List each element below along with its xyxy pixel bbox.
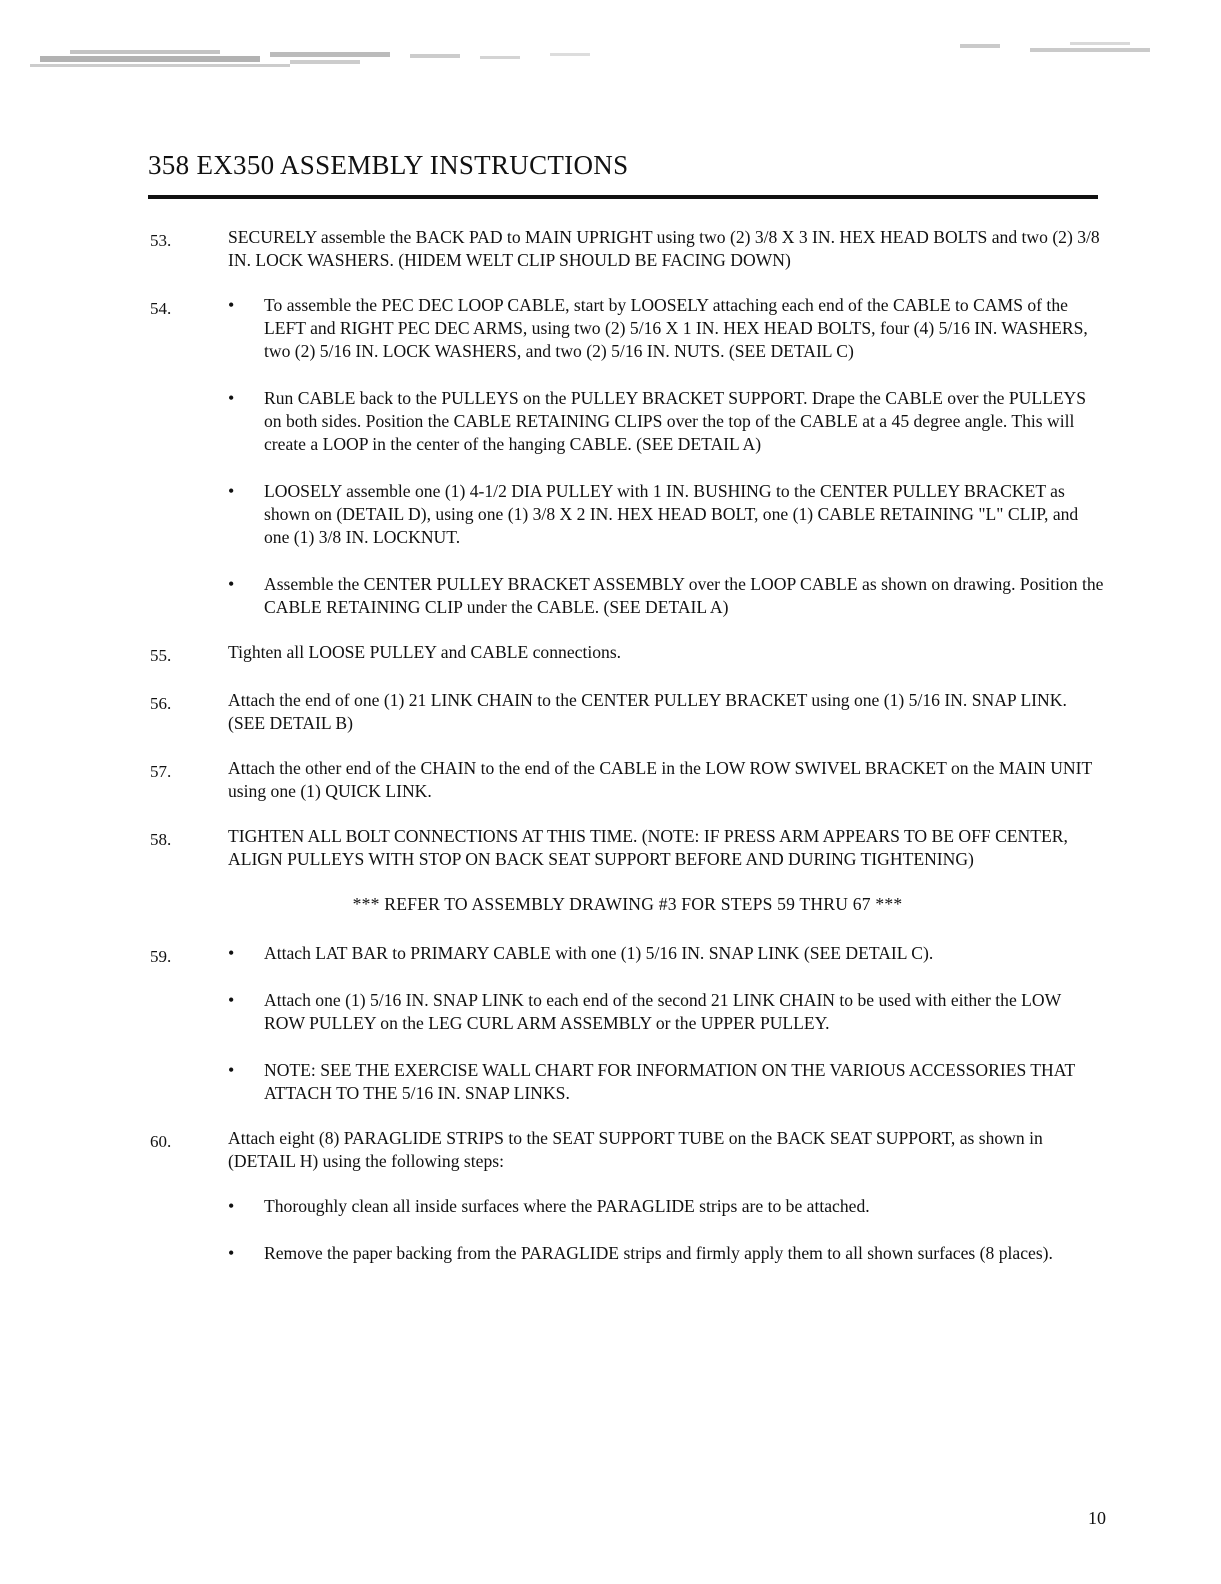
- bullet-item: • Remove the paper backing from the PARAGLIDE strips and firmly apply them to all shown surfaces (8 places).: [228, 1242, 1105, 1265]
- step-number: 53.: [150, 231, 172, 250]
- bullet-item: • LOOSELY assemble one (1) 4-1/2 DIA PULLEY with 1 IN. BUSHING to the CENTER PULLEY BRACKET as shown on (DETAIL D), using one (1) 3/8 X 2 IN. HEX HEAD BOLT, one (1) CABLE RETAINING "L" CLIP, and one (1) 3/8 IN. LOCKNUT.: [228, 480, 1105, 549]
- step-number: 60.: [150, 1132, 172, 1151]
- step-text: TIGHTEN ALL BOLT CONNECTIONS AT THIS TIME. (NOTE: IF PRESS ARM APPEARS TO BE OFF CENTER, ALIGN PULLEYS WITH STOP ON BACK SEAT SUPPORT BEFORE AND DURING TIGHTENING): [228, 826, 1068, 869]
- step-53: [150, 226, 1105, 272]
- bullet-item: • Assemble the CENTER PULLEY BRACKET ASSEMBLY over the LOOP CABLE as shown on drawing. Position the CABLE RETAINING CLIP under the CABLE. (SEE DETAIL A): [228, 573, 1105, 619]
- step-55: [150, 641, 1105, 667]
- step-number: 54.: [150, 299, 172, 318]
- step-number: 56.: [150, 694, 172, 713]
- step-60-bullets: [228, 1195, 1105, 1265]
- step-57: [150, 757, 1105, 803]
- step-number: 59.: [150, 947, 172, 966]
- step-number: 58.: [150, 830, 172, 849]
- page-header: [148, 150, 1100, 199]
- bullet-item: • Attach LAT BAR to PRIMARY CABLE with one (1) 5/16 IN. SNAP LINK (SEE DETAIL C).: [228, 942, 1105, 965]
- step-text: Attach eight (8) PARAGLIDE STRIPS to the SEAT SUPPORT TUBE on the BACK SEAT SUPPORT, as shown in (DETAIL H) using the following steps:: [228, 1128, 1043, 1171]
- step-number: 55.: [150, 646, 172, 665]
- step-text: Attach the other end of the CHAIN to the end of the CABLE in the LOW ROW SWIVEL BRACKET on the MAIN UNIT using one (1) QUICK LINK.: [228, 758, 1092, 801]
- bullet-item: • NOTE: SEE THE EXERCISE WALL CHART FOR INFORMATION ON THE VARIOUS ACCESSORIES THAT ATTACH TO THE 5/16 IN. SNAP LINKS.: [228, 1059, 1105, 1105]
- step-number: 57.: [150, 762, 172, 781]
- step-text: Attach the end of one (1) 21 LINK CHAIN to the CENTER PULLEY BRACKET using one (1) 5/16 IN. SNAP LINK. (SEE DETAIL B): [228, 690, 1067, 733]
- bullet-item: • Run CABLE back to the PULLEYS on the PULLEY BRACKET SUPPORT. Drape the CABLE over the PULLEYS on both sides. Position the CABLE RETAINING CLIPS over the top of the CABLE at a 45 degree angle. This will create a LOOP in the center of the hanging CABLE. (SEE DETAIL A): [228, 387, 1105, 456]
- step-58: [150, 825, 1105, 871]
- instructions: [150, 226, 1105, 1287]
- step-59: [150, 942, 1105, 1105]
- refer-note: *** REFER TO ASSEMBLY DRAWING #3 FOR STEPS 59 THRU 67 ***: [352, 894, 903, 914]
- step-text: Tighten all LOOSE PULLEY and CABLE connections.: [228, 642, 622, 662]
- bullet-item: • To assemble the PEC DEC LOOP CABLE, start by LOOSELY attaching each end of the CABLE to CAMS of the LEFT and RIGHT PEC DEC ARMS, using two (2) 5/16 X 1 IN. HEX HEAD BOLTS, four (4) 5/16 IN. WASHERS, two (2) 5/16 IN. LOCK WASHERS, and two (2) 5/16 IN. NUTS. (SEE DETAIL C): [228, 294, 1105, 363]
- step-60: [150, 1127, 1105, 1265]
- page-title: 358 EX350 ASSEMBLY INSTRUCTIONS: [148, 150, 629, 180]
- scan-noise-top-left: [30, 36, 610, 86]
- step-54: [150, 294, 1105, 619]
- step-54-bullets: [228, 294, 1105, 619]
- bullet-item: • Attach one (1) 5/16 IN. SNAP LINK to each end of the second 21 LINK CHAIN to be used with either the LOW ROW PULLEY on the LEG CURL ARM ASSEMBLY or the UPPER PULLEY.: [228, 989, 1105, 1035]
- step-59-bullets: [228, 942, 1105, 1105]
- step-56: [150, 689, 1105, 735]
- scan-noise-top-right: [960, 36, 1200, 66]
- page-number: 10: [1088, 1508, 1106, 1528]
- bullet-item: • Thoroughly clean all inside surfaces where the PARAGLIDE strips are to be attached.: [228, 1195, 1105, 1218]
- step-text: SECURELY assemble the BACK PAD to MAIN UPRIGHT using two (2) 3/8 X 3 IN. HEX HEAD BOLTS and two (2) 3/8 IN. LOCK WASHERS. (HIDEM WELT CLIP SHOULD BE FACING DOWN): [228, 227, 1100, 270]
- header-rule: [148, 195, 1098, 199]
